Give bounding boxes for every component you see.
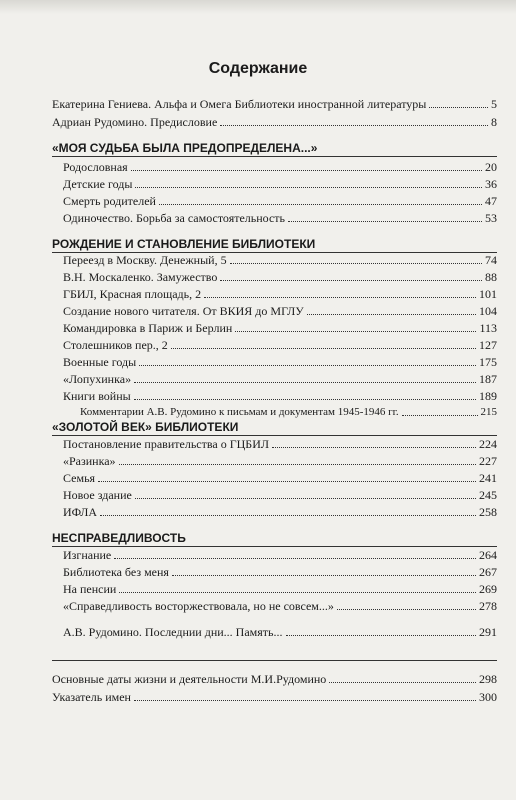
toc-entry-text: ГБИЛ, Красная площадь, 2 (63, 287, 202, 301)
dot-leader (288, 221, 482, 222)
toc-entry-page: 88 (485, 270, 497, 284)
toc-entry (63, 387, 497, 403)
toc-entry-page: 245 (479, 488, 497, 502)
toc-entry (63, 251, 497, 267)
section-heading: РОЖДЕНИЕ И СТАНОВЛЕНИЕ БИБЛИОТЕКИ (52, 237, 316, 251)
toc-entry (63, 209, 497, 225)
dot-leader (114, 558, 476, 559)
toc-entry-page: 104 (479, 304, 497, 318)
toc-entry (63, 268, 497, 284)
toc-entry (63, 319, 497, 335)
toc-entry-text: Семья (63, 471, 96, 485)
dot-leader (235, 331, 476, 332)
toc-entry-text: Переезд в Москву. Денежный, 5 (63, 253, 227, 267)
toc-entry-page: 298 (479, 672, 497, 686)
toc-entry (63, 435, 497, 451)
dot-leader (402, 415, 478, 416)
toc-entry (63, 336, 497, 352)
toc-entry-text: Смерть родителей (63, 194, 156, 208)
toc-entry-page: 53 (485, 211, 497, 225)
toc-entry-page: 74 (485, 253, 497, 267)
dot-leader (159, 204, 482, 205)
toc-entry (52, 95, 497, 111)
toc-entry (63, 175, 497, 191)
toc-entry (63, 623, 497, 639)
dot-leader (171, 348, 476, 349)
toc-entry-text: Библиотека без меня (63, 565, 169, 579)
toc-entry-text: Изгнание (63, 548, 112, 562)
toc-entry-page: 20 (485, 160, 497, 174)
toc-entry (63, 302, 497, 318)
toc-entry-page: 113 (479, 321, 497, 335)
dot-leader (172, 575, 476, 576)
dot-leader (286, 635, 477, 636)
toc-entry-page: 189 (479, 389, 497, 403)
toc-entry-text: Указатель имен (52, 690, 131, 704)
section-heading: НЕСПРАВЕДЛИВОСТЬ (52, 531, 186, 545)
toc-entry (63, 370, 497, 386)
section-heading: «МОЯ СУДЬБА БЫЛА ПРЕДОПРЕДЕЛЕНА...» (52, 141, 318, 155)
toc-entry-text: Родословная (63, 160, 128, 174)
toc-entry-text: Основные даты жизни и деятельности М.И.Рудомино (52, 672, 327, 686)
toc-entry-text: Адриан Рудомино. Предисловие (52, 115, 218, 129)
toc-entry (63, 469, 497, 485)
toc-entry-text: «Справедливость восторжествовала, но не совсем...» (63, 599, 334, 613)
toc-entry-text: Создание нового читателя. От ВКИЯ до МГЛУ (63, 304, 304, 318)
dot-leader (119, 464, 476, 465)
dot-leader (135, 498, 476, 499)
toc-entry-text: Одиночество. Борьба за самостоятельность (63, 211, 286, 225)
toc-entry-page: 187 (479, 372, 497, 386)
toc-entry-text: Военные годы (63, 355, 137, 369)
toc-entry-page: 36 (485, 177, 497, 191)
toc-entry (63, 353, 497, 369)
section-heading: «ЗОЛОТОЙ ВЕК» БИБЛИОТЕКИ (52, 420, 239, 434)
toc-entry-text: «Лопухинка» (63, 372, 132, 386)
dot-leader (139, 365, 476, 366)
toc-entry-page: 269 (479, 582, 497, 596)
toc-entry (63, 285, 497, 301)
toc-entry-page: 264 (479, 548, 497, 562)
toc-entry-text: Столешников пер., 2 (63, 338, 168, 352)
dot-leader (131, 170, 482, 171)
toc-entry-page: 8 (491, 115, 497, 129)
toc-entry-page: 278 (479, 599, 497, 613)
dot-leader (272, 447, 476, 448)
toc-entry-page: 5 (491, 97, 497, 111)
section-rule (52, 156, 497, 157)
dot-leader (230, 263, 482, 264)
page-title: Содержание (208, 60, 308, 77)
toc-entry-page: 300 (479, 690, 497, 704)
dot-leader (329, 682, 476, 683)
toc-entry-text: В.Н. Москаленко. Замужество (63, 270, 218, 284)
dot-leader (119, 592, 476, 593)
back-matter-rule (52, 660, 497, 661)
toc-entry (52, 688, 497, 704)
toc-entry-page: 227 (479, 454, 497, 468)
toc-entry-page: 101 (479, 287, 497, 301)
toc-entry-text: Книги войны (63, 389, 131, 403)
dot-leader (134, 382, 476, 383)
toc-entry-text: Постановление правительства о ГЦБИЛ (63, 437, 269, 451)
toc-entry-page: 291 (479, 625, 497, 639)
toc-entry-page: 267 (479, 565, 497, 579)
toc-entry-page: 224 (479, 437, 497, 451)
toc-entry-text: Комментарии А.В. Рудомино к письмам и документам 1945-1946 гг. (80, 406, 399, 418)
toc-entry (52, 113, 497, 129)
toc-entry-text: Новое здание (63, 488, 132, 502)
dot-leader (307, 314, 476, 315)
toc-entry-text: Екатерина Гениева. Альфа и Омега Библиотеки иностранной литературы (52, 97, 427, 111)
toc-entry (63, 563, 497, 579)
toc-entry (63, 192, 497, 208)
page-top-edge (0, 0, 516, 14)
toc-entry-page: 215 (480, 406, 497, 418)
toc-entry (63, 546, 497, 562)
toc-entry (63, 597, 497, 613)
toc-entry-comment (80, 403, 497, 419)
toc-entry-text: Командировка в Париж и Берлин (63, 321, 233, 335)
dot-leader (134, 399, 476, 400)
toc-entry (63, 158, 497, 174)
dot-leader (98, 481, 476, 482)
dot-leader (429, 107, 488, 108)
toc-entry-page: 47 (485, 194, 497, 208)
toc-entry (63, 486, 497, 502)
toc-entry-text: ИФЛА (63, 505, 98, 519)
toc-entry-text: А.В. Рудомино. Последнии дни... Память... (63, 625, 283, 639)
dot-leader (337, 609, 476, 610)
toc-entry (52, 670, 497, 686)
toc-entry-text: «Разинка» (63, 454, 116, 468)
dot-leader (220, 125, 488, 126)
toc-entry (63, 580, 497, 596)
dot-leader (134, 700, 476, 701)
toc-entry-page: 127 (479, 338, 497, 352)
toc-entry-page: 258 (479, 505, 497, 519)
toc-entry-text: На пенсии (63, 582, 117, 596)
dot-leader (220, 280, 482, 281)
dot-leader (204, 297, 476, 298)
toc-entry (63, 503, 497, 519)
dot-leader (100, 515, 476, 516)
toc-entry-page: 175 (479, 355, 497, 369)
toc-entry-page: 241 (479, 471, 497, 485)
toc-entry (63, 452, 497, 468)
dot-leader (135, 187, 482, 188)
toc-entry-text: Детские годы (63, 177, 133, 191)
